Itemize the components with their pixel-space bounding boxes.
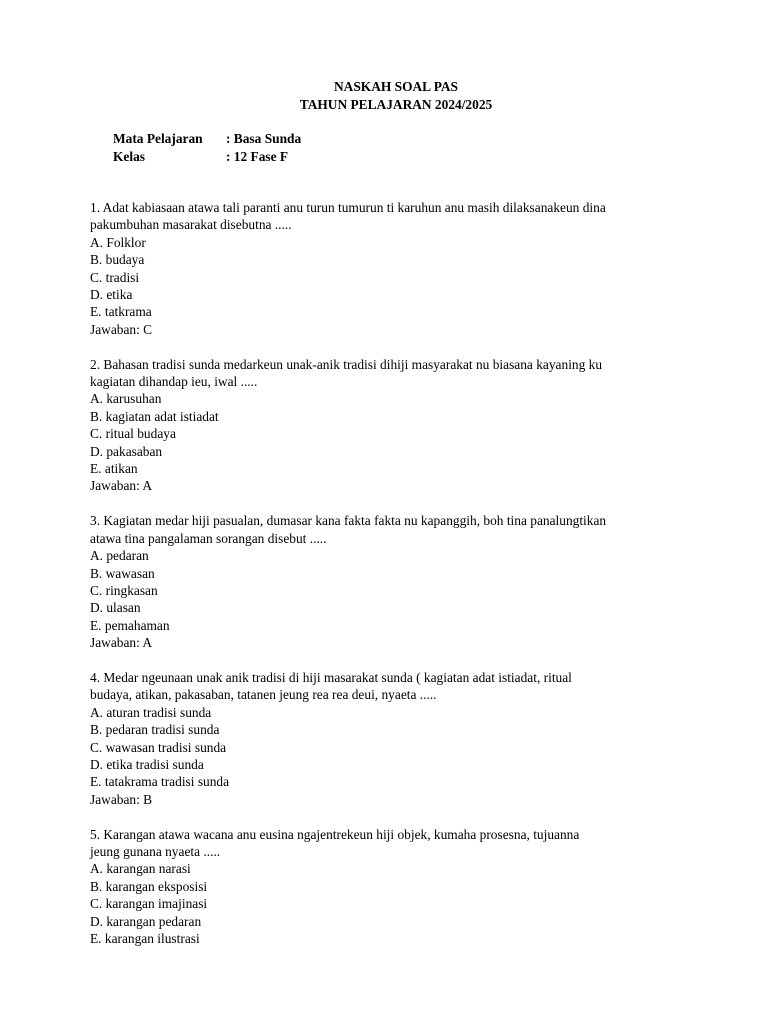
option-b: B. wawasan: [90, 565, 155, 581]
question-text-continued: budaya, atikan, pakasaban, tatanen jeung rea rea deui, nyaeta .....: [90, 687, 437, 703]
option-b: B. budaya: [90, 252, 145, 268]
option-e: E. karangan ilustrasi: [90, 931, 200, 946]
answer-key: Jawaban: A: [90, 478, 153, 494]
question-text-continued: kagiatan dihandap ieu, iwal .....: [90, 374, 258, 390]
option-c: C. tradisi: [90, 269, 140, 285]
question-text-continued: pakumbuhan masarakat disebutna .....: [90, 217, 292, 233]
option-a: A. aturan tradisi sunda: [90, 704, 212, 720]
document-title: [0, 78, 768, 113]
option-c: C. wawasan tradisi sunda: [90, 739, 227, 755]
option-d: D. karangan pedaran: [90, 913, 202, 929]
question-5: [90, 826, 690, 948]
option-c: C. karangan imajinasi: [90, 896, 208, 912]
title-line-1: NASKAH SOAL PAS: [333, 79, 458, 94]
subject-row: [113, 130, 301, 148]
option-b: B. pedaran tradisi sunda: [90, 722, 220, 738]
question-3: [90, 512, 690, 651]
exam-meta: [113, 130, 301, 165]
option-e: E. tatkrama: [90, 304, 152, 320]
subject-value: : Basa Sunda: [226, 131, 302, 146]
question-4: [90, 669, 690, 808]
question-text: 4. Medar ngeunaan unak anik tradisi di hiji masarakat sunda ( kagiatan adat istiadat, ritual: [90, 669, 572, 685]
class-row: [113, 148, 301, 166]
option-d: D. etika: [90, 287, 133, 303]
question-text: 5. Karangan atawa wacana anu eusina ngajentrekeun hiji objek, kumaha prosesna, tujuanna: [90, 826, 580, 842]
option-a: A. karusuhan: [90, 391, 162, 407]
subject-label: Mata Pelajaran: [113, 131, 203, 146]
option-c: C. ritual budaya: [90, 426, 176, 442]
question-text: 3. Kagiatan medar hiji pasualan, dumasar kana fakta fakta nu kapanggih, boh tina panalungtikan: [90, 513, 607, 529]
class-value: : 12 Fase F: [226, 148, 289, 164]
option-c: C. ringkasan: [90, 582, 158, 598]
option-a: A. Folklor: [90, 234, 146, 250]
option-b: B. kagiatan adat istiadat: [90, 408, 219, 424]
question-text-continued: atawa tina pangalaman sorangan disebut .....: [90, 530, 327, 546]
question-text: 1. Adat kabiasaan atawa tali paranti anu turun tumurun ti karuhun anu masih dilaksanakeun dina: [90, 200, 606, 215]
option-e: E. atikan: [90, 461, 138, 477]
question-list: [90, 199, 690, 965]
answer-key: Jawaban: B: [90, 791, 153, 807]
option-d: D. ulasan: [90, 600, 141, 616]
class-label: Kelas: [113, 148, 145, 164]
question-1: [90, 199, 690, 338]
option-d: D. etika tradisi sunda: [90, 756, 204, 772]
answer-key: Jawaban: A: [90, 635, 153, 651]
option-e: E. pemahaman: [90, 617, 170, 633]
question-text-continued: jeung gunana nyaeta .....: [90, 843, 221, 859]
answer-key: Jawaban: C: [90, 321, 153, 337]
option-b: B. karangan eksposisi: [90, 878, 208, 894]
option-d: D. pakasaban: [90, 443, 163, 459]
question-2: [90, 356, 690, 495]
option-a: A. pedaran: [90, 548, 149, 564]
question-text: 2. Bahasan tradisi sunda medarkeun unak-anik tradisi dihiji masyarakat nu biasana kayaning ku: [90, 356, 603, 372]
title-line-2: TAHUN PELAJARAN 2024/2025: [299, 96, 493, 112]
option-a: A. karangan narasi: [90, 861, 191, 877]
option-e: E. tatakrama tradisi sunda: [90, 774, 230, 790]
